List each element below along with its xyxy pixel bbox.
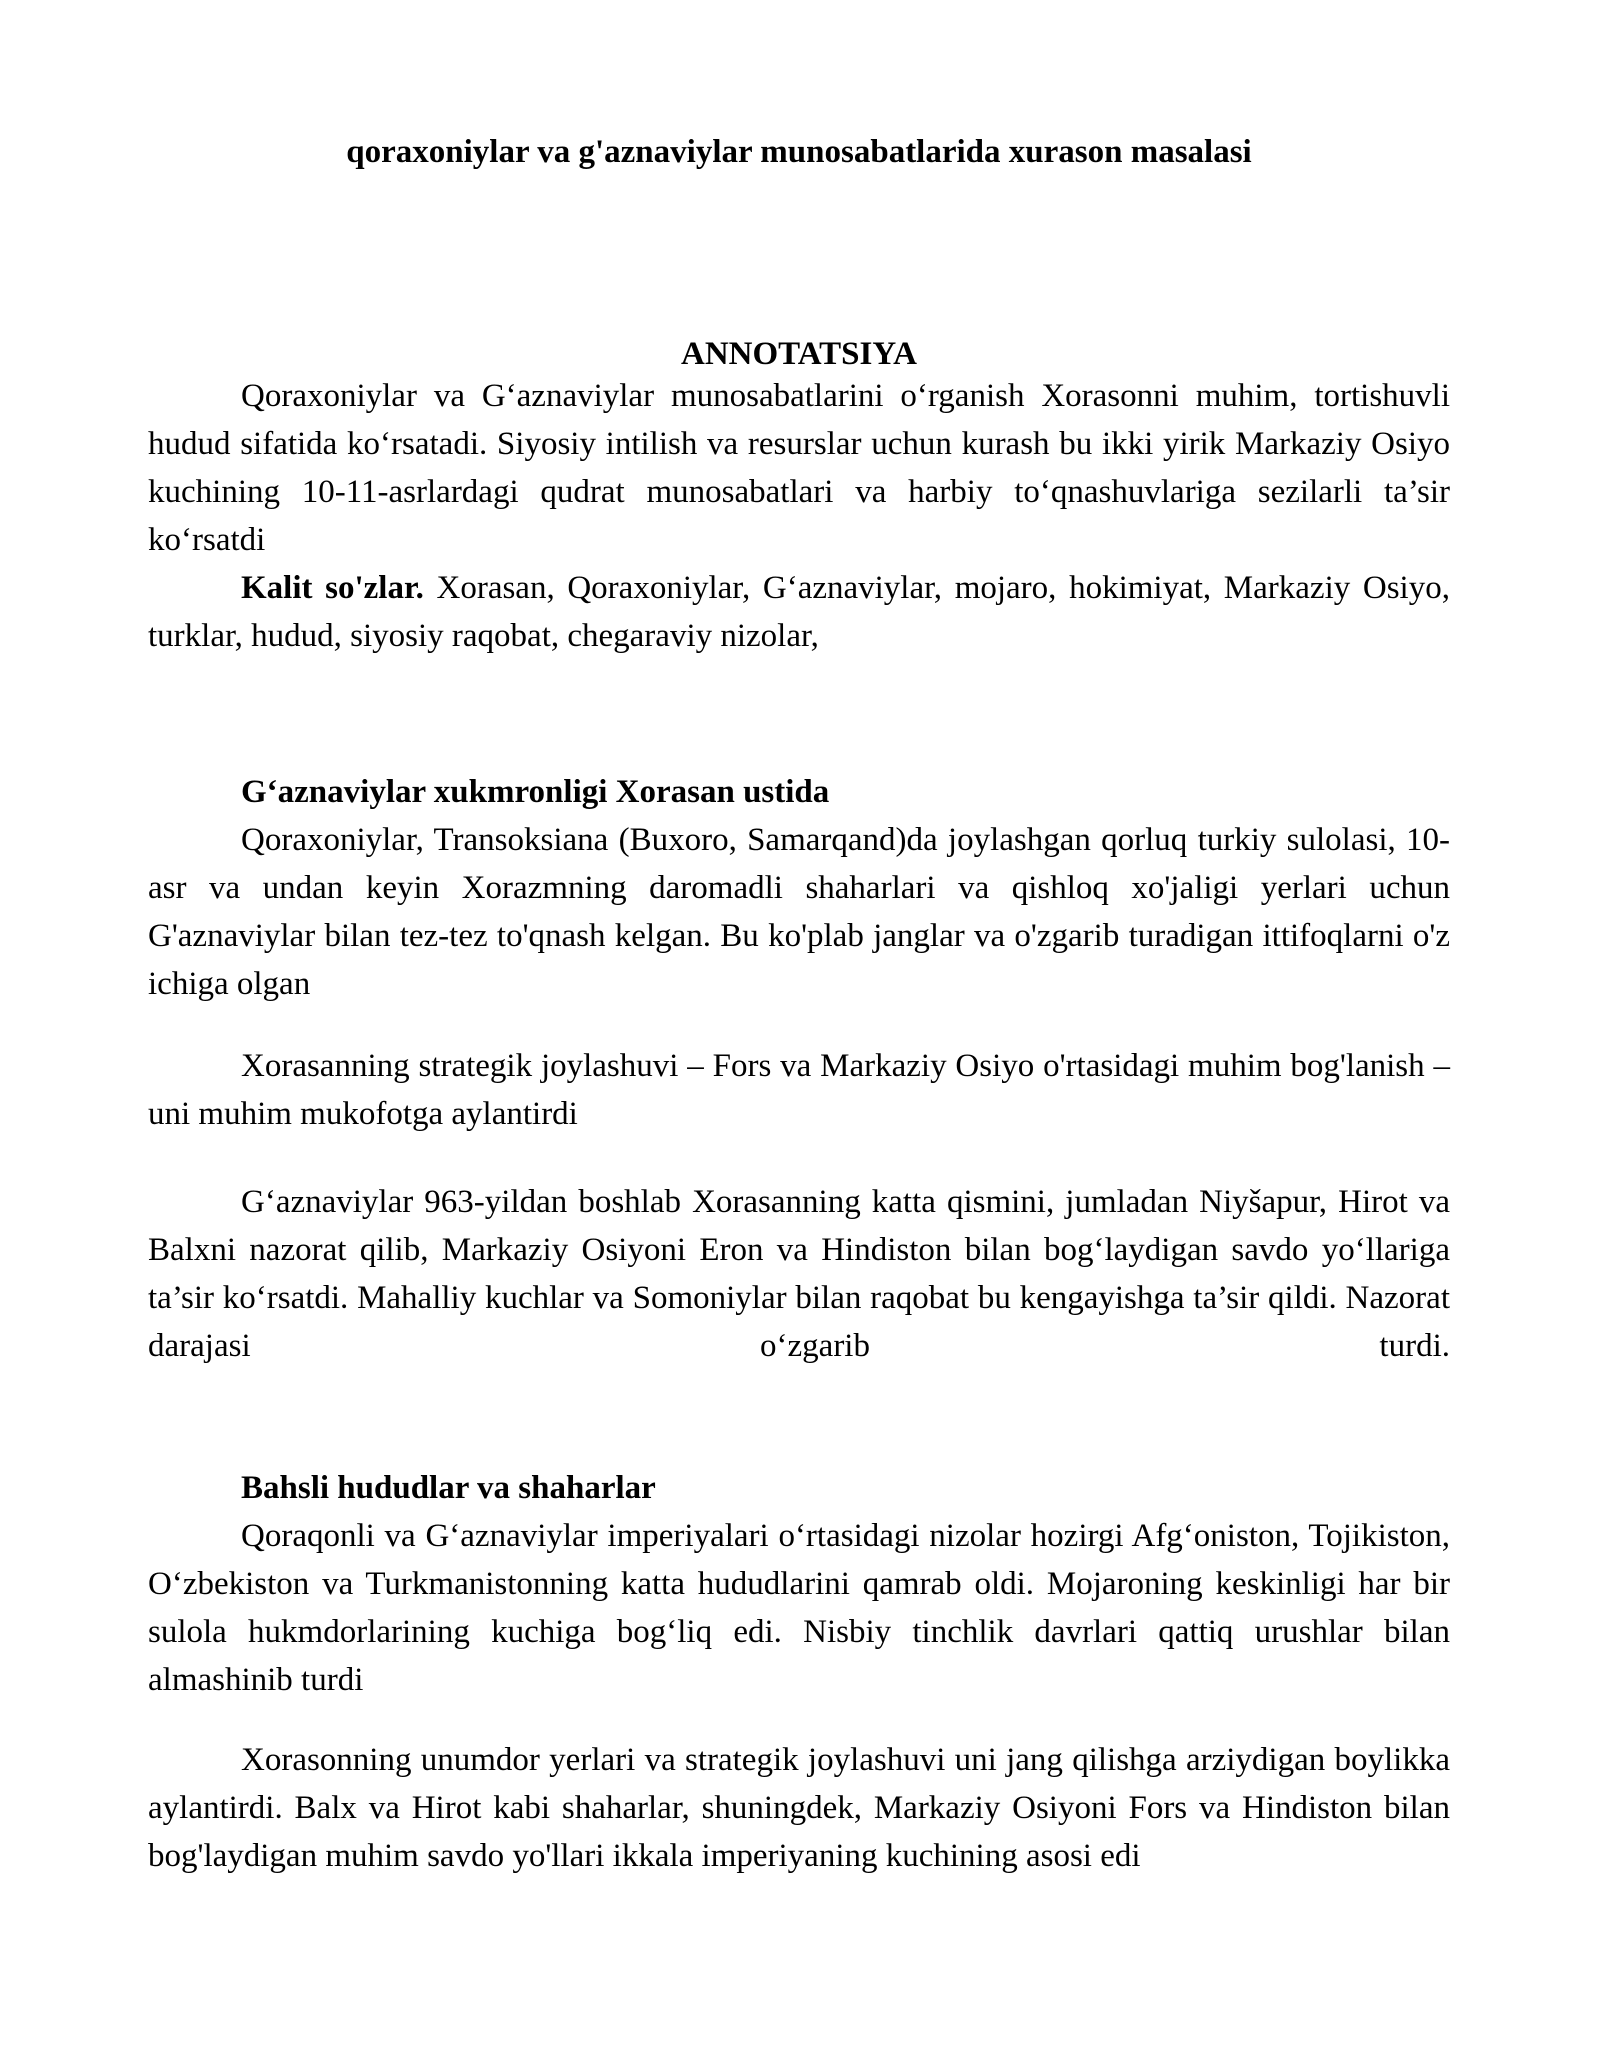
section1-paragraph-2: Xorasanning strategik joylashuvi – Fors va Markaziy Osiyo o'rtasidagi muhim bog'lanish – uni muhim mukofotga aylantirdi	[148, 1048, 1450, 1132]
section1-heading: G‘aznaviylar xukmronligi Xorasan ustida	[241, 774, 830, 810]
keywords-paragraph	[148, 564, 1450, 660]
section2-paragraph-2: Xorasonning unumdor yerlari va strategik joylashuvi uni jang qilishga arziydigan boylikka aylantirdi. Balx va Hirot kabi shaharlar, shuningdek, Markaziy Osiyoni Fors va Hindiston bilan bog'laydigan muhim savdo yo'llari ikkala imperiyaning kuchining asosi edi	[148, 1742, 1450, 1874]
document-title: qoraxoniylar va g'aznaviylar munosabatlarida xurason masalasi	[346, 134, 1252, 170]
section1-paragraph-1: Qoraxoniylar, Transoksiana (Buxoro, Samarqand)da joylashgan qorluq turkiy sulolasi, 10-asr va undan keyin Xorazmning daromadli shaharlari va qishloq xo'jaligi yerlari uchun G'aznaviylar bilan tez-tez to'qnash kelgan. Bu ko'plab janglar va o'zgarib turadigan ittifoqlarni o'z ichiga olgan	[148, 822, 1450, 1002]
section2-paragraph-1: Qoraqonli va G‘aznaviylar imperiyalari o‘rtasidagi nizolar hozirgi Afg‘oniston, Tojikiston, O‘zbekiston va Turkmanistonning katta hududlarini qamrab oldi. Mojaroning keskinligi har bir sulola hukmdorlarining kuchiga bog‘liq edi. Nisbiy tinchlik davrlari qattiq urushlar bilan almashinib turdi	[148, 1518, 1450, 1698]
annotation-paragraph: Qoraxoniylar va G‘aznaviylar munosabatlarini o‘rganish Xorasonni muhim, tortishuvli hudud sifatida ko‘rsatadi. Siyosiy intilish va resurslar uchun kurash bu ikki yirik Markaziy Osiyo kuchining 10-11-asrlardagi qudrat munosabatlari va harbiy to‘qnashuvlariga sezilarli ta’sir ko‘rsatdi	[148, 378, 1450, 558]
annotation-heading: ANNOTATSIYA	[681, 336, 917, 372]
keywords-label: Kalit so'zlar.	[241, 570, 424, 606]
keywords-text: Xorasan, Qoraxoniylar, G‘aznaviylar, mojaro, hokimiyat, Markaziy Osiyo, turklar, hudud, siyosiy raqobat, chegaraviy nizolar,	[148, 570, 1450, 654]
section1-paragraph-3: G‘aznaviylar 963-yildan boshlab Xorasanning katta qismini, jumladan Niyšapur, Hirot va Balxni nazorat qilib, Markaziy Osiyoni Eron va Hindiston bilan bog‘laydigan savdo yo‘llariga ta’sir ko‘rsatdi. Mahalliy kuchlar va Somoniylar bilan raqobat bu kengayishga ta’sir qildi. Nazorat darajasi o‘zgarib turdi.	[148, 1184, 1450, 1364]
section2-heading: Bahsli hududlar va shaharlar	[241, 1470, 656, 1506]
